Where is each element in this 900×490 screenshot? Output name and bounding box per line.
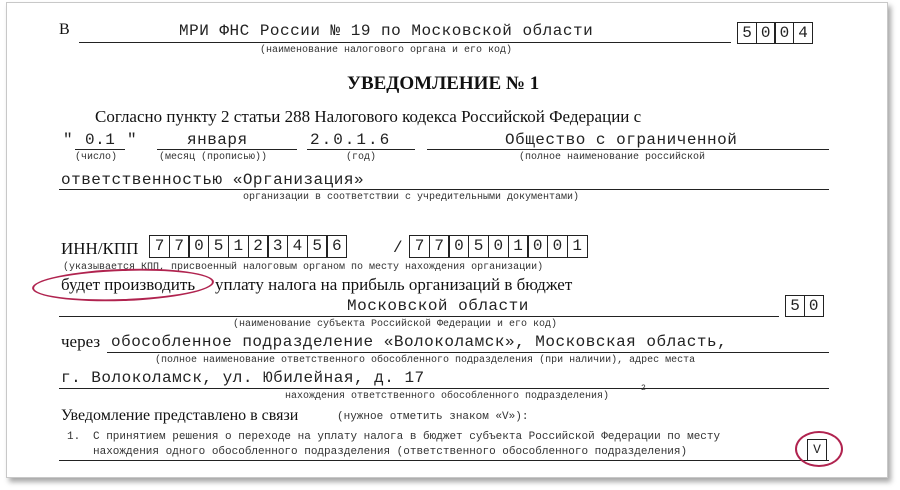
month-caption: (месяц (прописью)) (159, 152, 268, 163)
subdivision-label: через (61, 332, 101, 351)
intro-text: Согласно пункту 2 статьи 288 Налогового кодекса Российской Федерации с (95, 107, 642, 126)
inn-cell[interactable]: 5 (208, 235, 229, 258)
subdivision-line2[interactable]: г. Волоколамск, ул. Юбилейная, д. 17 (61, 369, 425, 387)
inn-cell[interactable]: 7 (169, 235, 190, 258)
kpp-cell[interactable]: 0 (448, 235, 469, 258)
kpp-cell[interactable]: 7 (409, 235, 430, 258)
region-name[interactable]: Московской области (347, 297, 529, 315)
tax-office-name[interactable]: МРИ ФНС России № 19 по Московской области (179, 22, 594, 40)
close-quote: " (127, 131, 138, 149)
region-code-cell[interactable]: 0 (804, 295, 824, 317)
payment-text: уплату налога на прибыль организаций в бюджет (215, 275, 573, 294)
kpp-cell[interactable]: 0 (488, 235, 509, 258)
reason-item-number: 1. (67, 431, 81, 443)
code-cell[interactable]: 4 (793, 22, 813, 44)
kpp-cell[interactable]: 0 (527, 235, 548, 258)
year-line (307, 149, 415, 150)
subdivision-underline1 (107, 352, 829, 353)
code-cell[interactable]: 5 (737, 22, 757, 44)
code-cell[interactable]: 0 (756, 22, 776, 44)
inn-cell[interactable]: 4 (287, 235, 308, 258)
inn-cell[interactable]: 3 (267, 235, 288, 258)
organization-line1 (427, 149, 829, 150)
check-cell[interactable]: V (807, 439, 827, 461)
inn-kpp-caption: (указывается КПП, присвоенный налоговым органом по месту нахождения организации) (63, 262, 544, 273)
kpp-cell[interactable]: 5 (468, 235, 489, 258)
region-line (59, 316, 779, 317)
subdivision-caption2: нахождения ответственного обособленного подразделения) (285, 391, 610, 402)
tax-office-code[interactable] (737, 22, 812, 44)
organization-name-line1[interactable]: Общество с ограниченной (505, 131, 738, 149)
day-value[interactable]: 0.1 (85, 131, 116, 149)
region-caption: (наименование субъекта Российской Федерации и его код) (233, 319, 558, 330)
inn-cell[interactable]: 1 (228, 235, 249, 258)
kpp-cell[interactable]: 1 (567, 235, 588, 258)
reason-line (59, 460, 829, 461)
inn-cell[interactable]: 6 (326, 235, 347, 258)
day-line (75, 149, 125, 150)
reason-hint: (нужное отметить знаком «V»): (337, 411, 529, 423)
footnote-mark: 2 (641, 384, 646, 393)
reason-item-line1: С принятием решения о переходе на уплату налога в бюджет субъекта Российской Федерации по месту (93, 431, 721, 443)
payment-highlight: будет производить (61, 275, 196, 294)
inn-cells[interactable] (149, 235, 346, 258)
inn-cell[interactable]: 0 (188, 235, 209, 258)
organization-name-line2[interactable]: ответственностью «Организация» (61, 171, 365, 189)
annotation-circle-check (795, 431, 843, 467)
subdivision-line1[interactable]: обособленное подразделение «Волоколамск», Московская область, (111, 333, 728, 351)
subdivision-underline2 (59, 388, 829, 389)
reason-item-line2: нахождения одного обособленного подразделения (ответственного обособленного подразделения) (93, 446, 688, 458)
inn-kpp-label: ИНН/КПП (61, 239, 139, 258)
year-value[interactable]: 2.0.1.6 (310, 131, 392, 149)
reason-label: Уведомление представлено в связи (61, 407, 299, 424)
organization-line2 (59, 189, 829, 190)
kpp-cell[interactable]: 7 (429, 235, 450, 258)
annotation-circle-payment (31, 266, 214, 304)
region-code-cell[interactable]: 5 (785, 295, 805, 317)
code-cell[interactable]: 0 (774, 22, 794, 44)
month-line (157, 149, 297, 150)
kpp-cells[interactable] (409, 235, 586, 258)
year-caption: (год) (346, 152, 377, 163)
document-title: УВЕДОМЛЕНИЕ № 1 (347, 73, 540, 94)
inn-cell[interactable]: 2 (248, 235, 269, 258)
inn-cell[interactable]: 7 (149, 235, 170, 258)
region-code[interactable] (785, 295, 822, 317)
month-value[interactable]: января (187, 131, 248, 149)
kpp-cell[interactable]: 0 (547, 235, 568, 258)
tax-office-line (79, 42, 731, 43)
open-quote: " (63, 131, 74, 149)
kpp-cell[interactable]: 1 (508, 235, 529, 258)
inn-kpp-separator: / (393, 239, 404, 257)
notification-form (6, 2, 888, 478)
subdivision-caption1: (полное наименование ответственного обособленного подразделения (при наличии), адрес места (155, 355, 696, 366)
organization-caption1: (полное наименование российской (519, 152, 706, 163)
inn-cell[interactable]: 5 (307, 235, 328, 258)
day-caption: (число) (75, 152, 118, 163)
organization-caption2: организации в соответствии с учредительными документами) (243, 192, 580, 203)
tax-office-caption: (наименование налогового органа и его код) (260, 45, 513, 56)
prefix-label: В (59, 21, 70, 38)
